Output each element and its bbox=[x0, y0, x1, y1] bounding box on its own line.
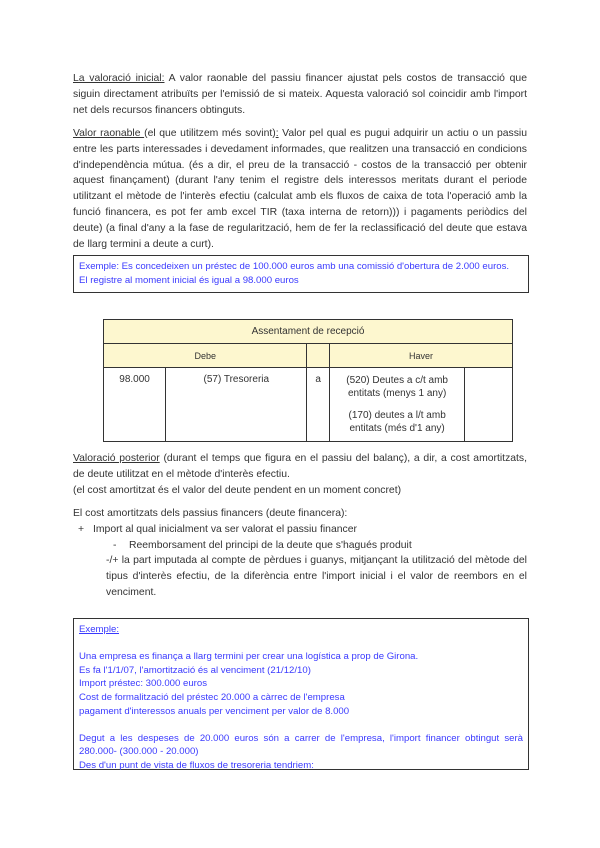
example-line: Des d'un punt de vista de fluxos de tresoreria tendriem: bbox=[79, 759, 314, 771]
paragraph-initial-valuation: La valoració inicial: A valor raonable del passiu financer ajustat pels costos de transacció que siguin directament atribuïts per l'emissió de si mateix. Aquesta valoració sol coincidir amb l'import net dels recursos financers obtinguts. bbox=[73, 73, 527, 116]
credit-account: (170) deutes a l/t amb entitats (més d'1 any) bbox=[348, 410, 446, 434]
example-line: pagament d'interessos anuals per venciment per valor de 8.000 bbox=[79, 705, 350, 717]
heading-initial-valuation: La valoració inicial: bbox=[73, 73, 165, 84]
example-line: Degut a les despeses de 20.000 euros són a carrer de l'empresa, l'import financer obtingut serà 280.000- (300.000 - 20.000) bbox=[79, 732, 523, 758]
a-cell: a bbox=[307, 368, 330, 442]
amortized-cost-section bbox=[73, 506, 527, 601]
credit-account: (520) Deutes a c/t amb entitats (menys 1 any) bbox=[346, 375, 448, 399]
heading-subsequent-valuation: Valoració posterior bbox=[73, 453, 160, 464]
example-line: El registre al moment inicial és igual a 98.000 euros bbox=[79, 274, 299, 286]
intro-text: El cost amortitzats dels passius financers (deute financera): bbox=[73, 508, 348, 519]
paragraph-subsequent-valuation: Valoració posterior (durant el temps que figura en el passiu del balanç), a dir, a cost amortitzats, de deute utilitzat en el mètode d'interès efectiu. (el cost amortitzat és el valor del deute pendent en un moment concret) bbox=[73, 453, 528, 496]
example-line: Import préstec: 300.000 euros bbox=[79, 678, 207, 690]
empty-cell bbox=[465, 368, 513, 442]
example-line: Exemple: Es concedeixen un préstec de 100.000 euros amb una comissió d'obertura de 2.000 euros. bbox=[79, 261, 510, 272]
header-empty bbox=[307, 344, 330, 368]
list-item: - Reemborsament del principi de la deute que s'hagués produit bbox=[113, 539, 412, 551]
table-title: Assentament de recepció bbox=[104, 320, 513, 344]
example-line: Una empresa es finança a llarg termini per crear una logística a prop de Girona. bbox=[79, 651, 419, 663]
list-item: + Import al qual inicialment va ser valorat el passiu financer bbox=[78, 523, 357, 535]
example-box-2 bbox=[73, 618, 529, 770]
example-line: Es fa l'1/1/07, l'amortització és al venciment (21/12/10) bbox=[79, 664, 311, 676]
example-box-1 bbox=[73, 255, 529, 293]
amount-cell: 98.000 bbox=[104, 368, 166, 442]
credit-accounts-cell bbox=[329, 368, 464, 442]
example-title: Exemple: bbox=[79, 624, 119, 635]
debit-account-cell: (57) Tresoreria bbox=[166, 368, 307, 442]
journal-entry-table bbox=[103, 319, 513, 442]
list-item: -/+ la part imputada al compte de pèrdues i guanys, mitjançant la utilització del mètode del tipus d'interès efectiu, de la diferència entre l'import inicial i el valor de reembors en el venciment. bbox=[106, 555, 527, 598]
paragraph-fair-value: Valor raonable (el que utilitzem més sovint): Valor pel qual es pugui adquirir un actiu o un passiu entre les parts interessades i devedament informades, que realitzen una transacció en condicions d'independència mútua. (és a dir, el preu de la transacció - costos de la transacció per obtenir aquest finançament) (durant l'any tenim el registre dels interessos meritats durant el periode utilitzant el mètode de l'interès efectiu (calculat amb els fluxos de caixa de tota l'operació amb la funció financera, es pot fer amb excel TIR (taxa interna de retorn))) i pagaments periòdics del deute) (a final d'any a la fase de regularització, hem de fer la reclassificació del deute que estava de llarg termini a deute a curt). bbox=[73, 128, 527, 250]
heading-fair-value: Valor raonable bbox=[73, 128, 145, 139]
example-line: Cost de formalització del préstec 20.000 a càrrec de l'empresa bbox=[79, 691, 345, 703]
header-haver: Haver bbox=[329, 344, 512, 368]
header-debe: Debe bbox=[104, 344, 307, 368]
